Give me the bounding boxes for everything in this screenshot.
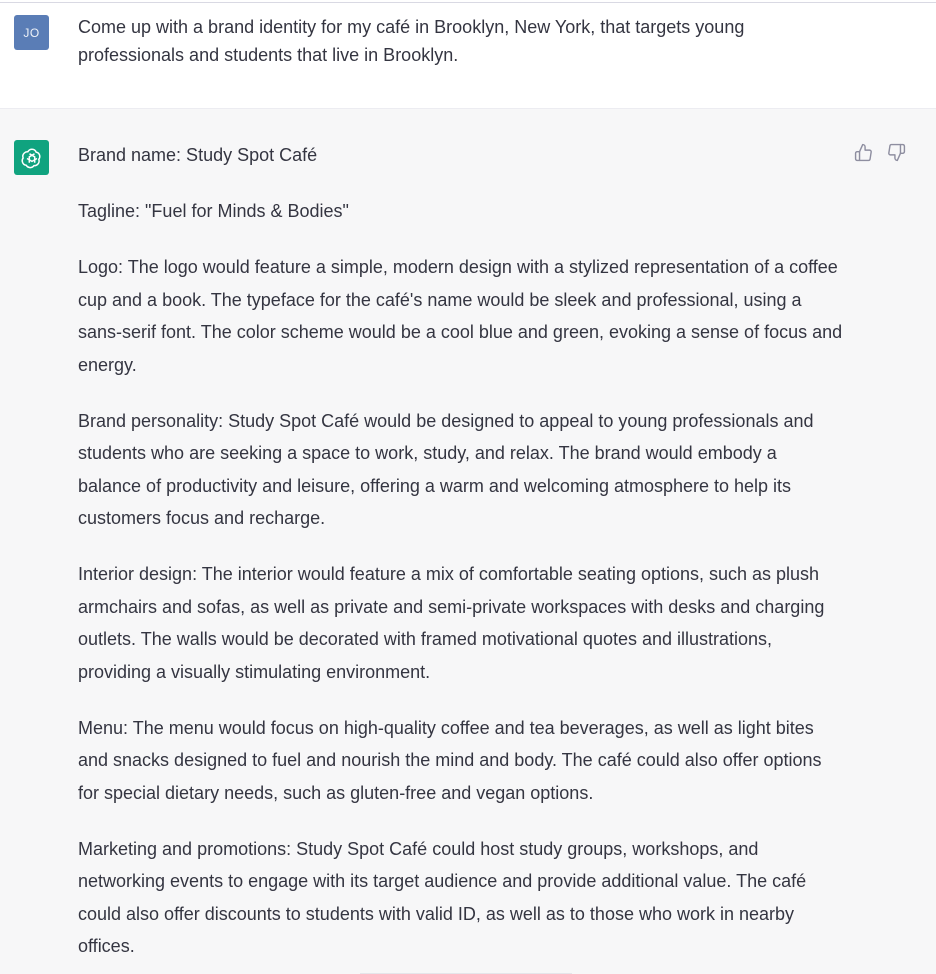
assistant-message-text (78, 139, 843, 974)
thumbs-up-icon (854, 143, 873, 162)
answer-paragraph: Brand personality: Study Spot Café would be designed to appeal to young professionals and students who are seeking a space to work, study, and relax. The brand would embody a balance of productivity and leisure, offering a warm and welcoming atmosphere to help its customers focus and recharge. (78, 410, 814, 528)
thumbs-up-button[interactable] (854, 143, 873, 162)
assistant-message-row (0, 108, 936, 974)
thumbs-down-button[interactable] (887, 143, 906, 162)
feedback-buttons (854, 143, 906, 162)
openai-logo-icon (20, 146, 44, 170)
answer-paragraph: Tagline: "Fuel for Minds & Bodies" (78, 201, 349, 221)
answer-paragraph: Brand name: Study Spot Café (78, 145, 318, 165)
answer-paragraph: Marketing and promotions: Study Spot Café could host study groups, workshops, and networking events to engage with its target audience and provide additional value. The café could also offer discounts to students with valid ID, as well as to those who work in nearby offices. (78, 838, 807, 956)
thumbs-down-icon (887, 143, 906, 162)
assistant-avatar (14, 140, 49, 175)
answer-paragraph: Logo: The logo would feature a simple, modern design with a stylized representation of a coffee cup and a book. The typeface for the café's name would be sleek and professional, using a sans-serif font. The color scheme would be a cool blue and green, evoking a sense of focus and energy. (78, 257, 843, 375)
user-message-text: Come up with a brand identity for my café in Brooklyn, New York, that targets young professionals and students that live in Brooklyn. (78, 17, 745, 65)
user-message-row (0, 3, 936, 108)
answer-paragraph: Menu: The menu would focus on high-quality coffee and tea beverages, as well as light bites and snacks designed to fuel and nourish the mind and body. The café could also offer options for special dietary needs, such as gluten-free and vegan options. (78, 717, 822, 803)
user-avatar-initials: JO (23, 25, 40, 40)
user-avatar (14, 15, 49, 50)
answer-paragraph: Interior design: The interior would feature a mix of comfortable seating options, such as plush armchairs and sofas, as well as private and semi-private workspaces with desks and charging outlets. The walls would be decorated with framed motivational quotes and illustrations, providing a visually stimulating environment. (78, 564, 825, 682)
